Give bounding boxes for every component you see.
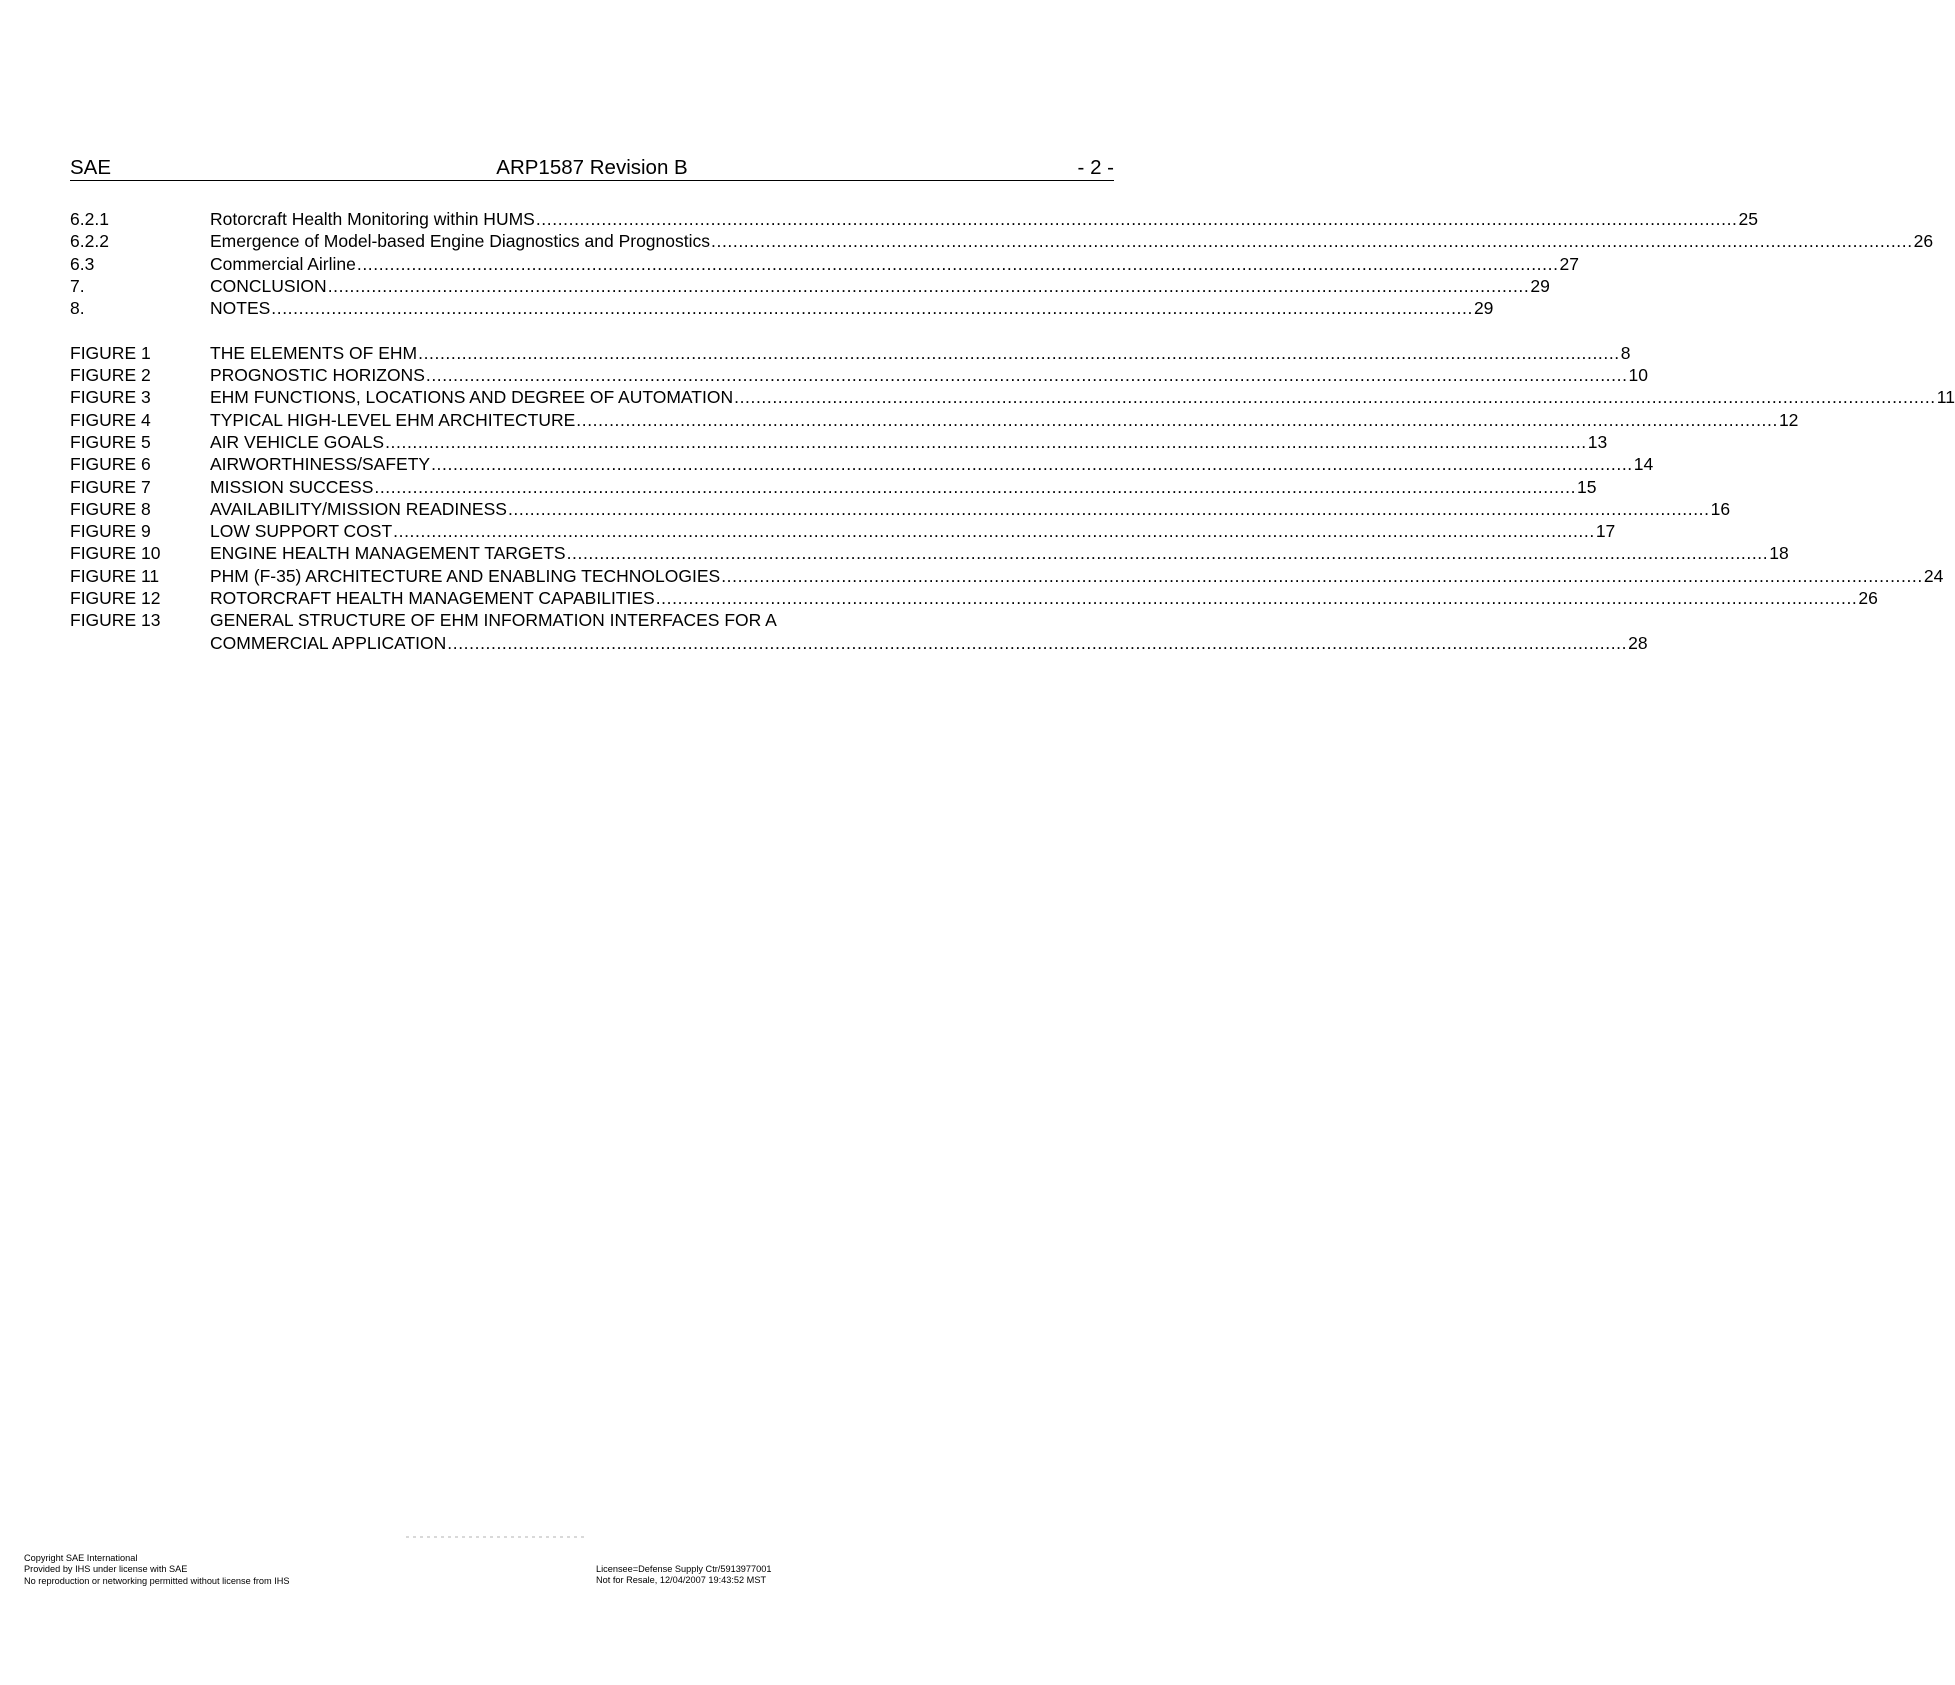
toc-figure-entry[interactable] bbox=[70, 565, 1944, 587]
toc-figure-entry[interactable] bbox=[70, 520, 1616, 542]
toc-page-number: 16 bbox=[1710, 498, 1731, 519]
toc-figure-title: LOW SUPPORT COST bbox=[210, 521, 393, 542]
toc-spacer bbox=[70, 319, 1124, 341]
leader-dots: ............................................................................................................................................................................................................................ bbox=[374, 476, 1577, 497]
toc-figure-title: TYPICAL HIGH-LEVEL EHM ARCHITECTURE bbox=[210, 409, 576, 430]
toc-page-number: 13 bbox=[1587, 431, 1608, 452]
leader-dots: ............................................................................................................................................................................................................................ bbox=[431, 454, 1633, 475]
toc-section-entry[interactable] bbox=[70, 253, 1579, 275]
toc-figure-number: FIGURE 6 bbox=[70, 454, 151, 475]
toc-figure-entry[interactable] bbox=[70, 609, 1124, 631]
toc-page-number: 27 bbox=[1559, 253, 1579, 274]
footer-line: Not for Resale, 12/04/2007 19:43:52 MST bbox=[596, 1575, 767, 1586]
leader-dots: ............................................................................................................................................................................................................................ bbox=[566, 543, 1769, 564]
footer-line: Licensee=Defense Supply Ctr/5913977001 bbox=[596, 1564, 772, 1574]
toc-figures bbox=[70, 342, 1955, 610]
toc-section-title: Rotorcraft Health Monitoring within HUMS bbox=[210, 209, 535, 229]
toc-figure-entry[interactable] bbox=[70, 386, 1955, 408]
toc-section-entry[interactable] bbox=[70, 275, 1550, 297]
toc-figure-entry[interactable] bbox=[70, 587, 1878, 609]
toc-figure-number: FIGURE 2 bbox=[70, 365, 151, 386]
toc-figure-title-line1: GENERAL STRUCTURE OF EHM INFORMATION INTERFACES FOR A bbox=[210, 610, 777, 631]
toc-figure-title: PHM (F-35) ARCHITECTURE AND ENABLING TECHNOLOGIES bbox=[210, 565, 721, 586]
toc-page-number: 12 bbox=[1778, 409, 1799, 430]
toc-figure-title: AIR VEHICLE GOALS bbox=[210, 431, 385, 452]
toc-figure-number: FIGURE 7 bbox=[70, 476, 151, 497]
toc-figure-entry[interactable] bbox=[70, 476, 1597, 498]
toc-figure-number: FIGURE 8 bbox=[70, 498, 151, 519]
toc-page-number: 8 bbox=[1620, 342, 1631, 363]
toc-page-number: 18 bbox=[1769, 543, 1789, 564]
toc-section-entry[interactable] bbox=[70, 297, 1494, 319]
toc-section-title: NOTES bbox=[210, 298, 271, 319]
toc-figure-number: FIGURE 4 bbox=[70, 409, 151, 430]
toc-figure-entry[interactable] bbox=[70, 409, 1799, 431]
toc-figure-number: FIGURE 9 bbox=[70, 521, 151, 542]
toc-page-number: 29 bbox=[1530, 275, 1550, 296]
leader-dots: ............................................................................................................................................................................................................................ bbox=[271, 298, 1473, 319]
toc-figure-entry[interactable] bbox=[70, 542, 1789, 564]
toc-sections bbox=[70, 208, 1934, 319]
leader-dots: ............................................................................................................................................................................................................................ bbox=[711, 231, 1913, 252]
leader-dots: ............................................................................................................................................................................................................................ bbox=[356, 253, 1559, 274]
leader-dots: ........................................................................................................................................................................................................................ bbox=[447, 632, 1628, 653]
toc-figure-entry[interactable] bbox=[70, 498, 1731, 520]
toc-figure-title: PROGNOSTIC HORIZONS bbox=[210, 365, 425, 386]
toc-figure-title: ENGINE HEALTH MANAGEMENT TARGETS bbox=[210, 543, 566, 564]
toc-figure-entry[interactable] bbox=[70, 342, 1631, 364]
toc-figure-number: FIGURE 13 bbox=[70, 610, 161, 631]
toc-page-number: 11 bbox=[1936, 387, 1955, 408]
toc-section-entry[interactable] bbox=[70, 230, 1934, 252]
toc-page-number: 10 bbox=[1628, 365, 1648, 386]
leader-dots: ............................................................................................................................................................................................................................ bbox=[425, 365, 1628, 386]
footer-copyright bbox=[24, 1553, 290, 1587]
leader-dots: ............................................................................................................................................................................................................................ bbox=[327, 275, 1530, 296]
toc-page-number: 24 bbox=[1923, 565, 1944, 586]
toc-figure-entry[interactable] bbox=[70, 431, 1608, 453]
toc-figure-number: FIGURE 3 bbox=[70, 387, 151, 408]
leader-dots: ............................................................................................................................................................................................................................ bbox=[507, 498, 1710, 519]
toc-figure-number: FIGURE 1 bbox=[70, 342, 151, 363]
toc-section-number: 6.2.1 bbox=[70, 209, 109, 229]
toc-page-number: 17 bbox=[1595, 521, 1616, 542]
header-page-number: - 2 - bbox=[1077, 156, 1114, 179]
footer-line: Provided by IHS under license with SAE bbox=[24, 1564, 188, 1575]
toc-section-title: Commercial Airline bbox=[210, 253, 356, 274]
toc-section-entry[interactable] bbox=[70, 208, 1758, 230]
toc-figure-title: MISSION SUCCESS bbox=[210, 476, 374, 497]
toc-section-number: 6.2.2 bbox=[70, 231, 109, 252]
leader-dots: ............................................................................................................................................................................................................................ bbox=[734, 387, 1936, 408]
toc-page-number: 26 bbox=[1913, 231, 1934, 252]
footer-line: No reproduction or networking permitted without license from IHS bbox=[24, 1575, 290, 1586]
toc-page-number: 14 bbox=[1633, 454, 1654, 475]
toc-section-number: 6.3 bbox=[70, 253, 95, 274]
toc-figure-number: FIGURE 5 bbox=[70, 431, 151, 452]
leader-dots: ............................................................................................................................................................................................................................ bbox=[576, 409, 1778, 430]
footer-line: Copyright SAE International bbox=[24, 1553, 138, 1563]
toc-figure-entry[interactable] bbox=[70, 453, 1654, 475]
scan-artifact bbox=[406, 1536, 584, 1538]
leader-dots: ............................................................................................................................................................................................................................ bbox=[535, 209, 1738, 229]
leader-dots: ............................................................................................................................................................................................................................ bbox=[393, 521, 1595, 542]
leader-dots: ............................................................................................................................................................................................................................ bbox=[385, 431, 1587, 452]
toc-page-number: 29 bbox=[1473, 298, 1494, 319]
toc-figure-entry-continued[interactable] bbox=[70, 632, 1648, 654]
leader-dots: ............................................................................................................................................................................................................................ bbox=[418, 342, 1620, 363]
toc-figure-title: THE ELEMENTS OF EHM bbox=[210, 342, 418, 363]
toc-figure-title: AVAILABILITY/MISSION READINESS bbox=[210, 498, 507, 519]
toc-page-number: 25 bbox=[1738, 209, 1758, 229]
header-document-title: ARP1587 Revision B bbox=[496, 156, 688, 179]
toc-page-number: 28 bbox=[1628, 632, 1648, 653]
toc-page-number: 26 bbox=[1858, 588, 1878, 609]
toc-section-number: 7. bbox=[70, 275, 85, 296]
toc-figure-number: FIGURE 10 bbox=[70, 543, 161, 564]
toc-figure-entry[interactable] bbox=[70, 364, 1648, 386]
toc-section-number: 8. bbox=[70, 298, 85, 319]
table-of-contents bbox=[70, 208, 1955, 654]
toc-section-title: Emergence of Model-based Engine Diagnostics and Prognostics bbox=[210, 231, 711, 252]
toc-figure-title: AIRWORTHINESS/SAFETY bbox=[210, 454, 431, 475]
toc-figure-title: ROTORCRAFT HEALTH MANAGEMENT CAPABILITIES bbox=[210, 588, 655, 609]
page-header bbox=[70, 156, 1114, 181]
toc-figure-number: FIGURE 12 bbox=[70, 588, 161, 609]
toc-page-number: 15 bbox=[1577, 476, 1597, 497]
toc-section-title: CONCLUSION bbox=[210, 275, 327, 296]
toc-figure-title-line2: COMMERCIAL APPLICATION bbox=[210, 632, 447, 653]
header-organization: SAE bbox=[70, 156, 112, 179]
leader-dots: ............................................................................................................................................................................................................................ bbox=[655, 588, 1858, 609]
leader-dots: ............................................................................................................................................................................................................................ bbox=[721, 565, 1923, 586]
toc-figure-number: FIGURE 11 bbox=[70, 565, 160, 586]
footer-license bbox=[596, 1564, 771, 1587]
toc-figure-title: EHM FUNCTIONS, LOCATIONS AND DEGREE OF AUTOMATION bbox=[210, 387, 734, 408]
